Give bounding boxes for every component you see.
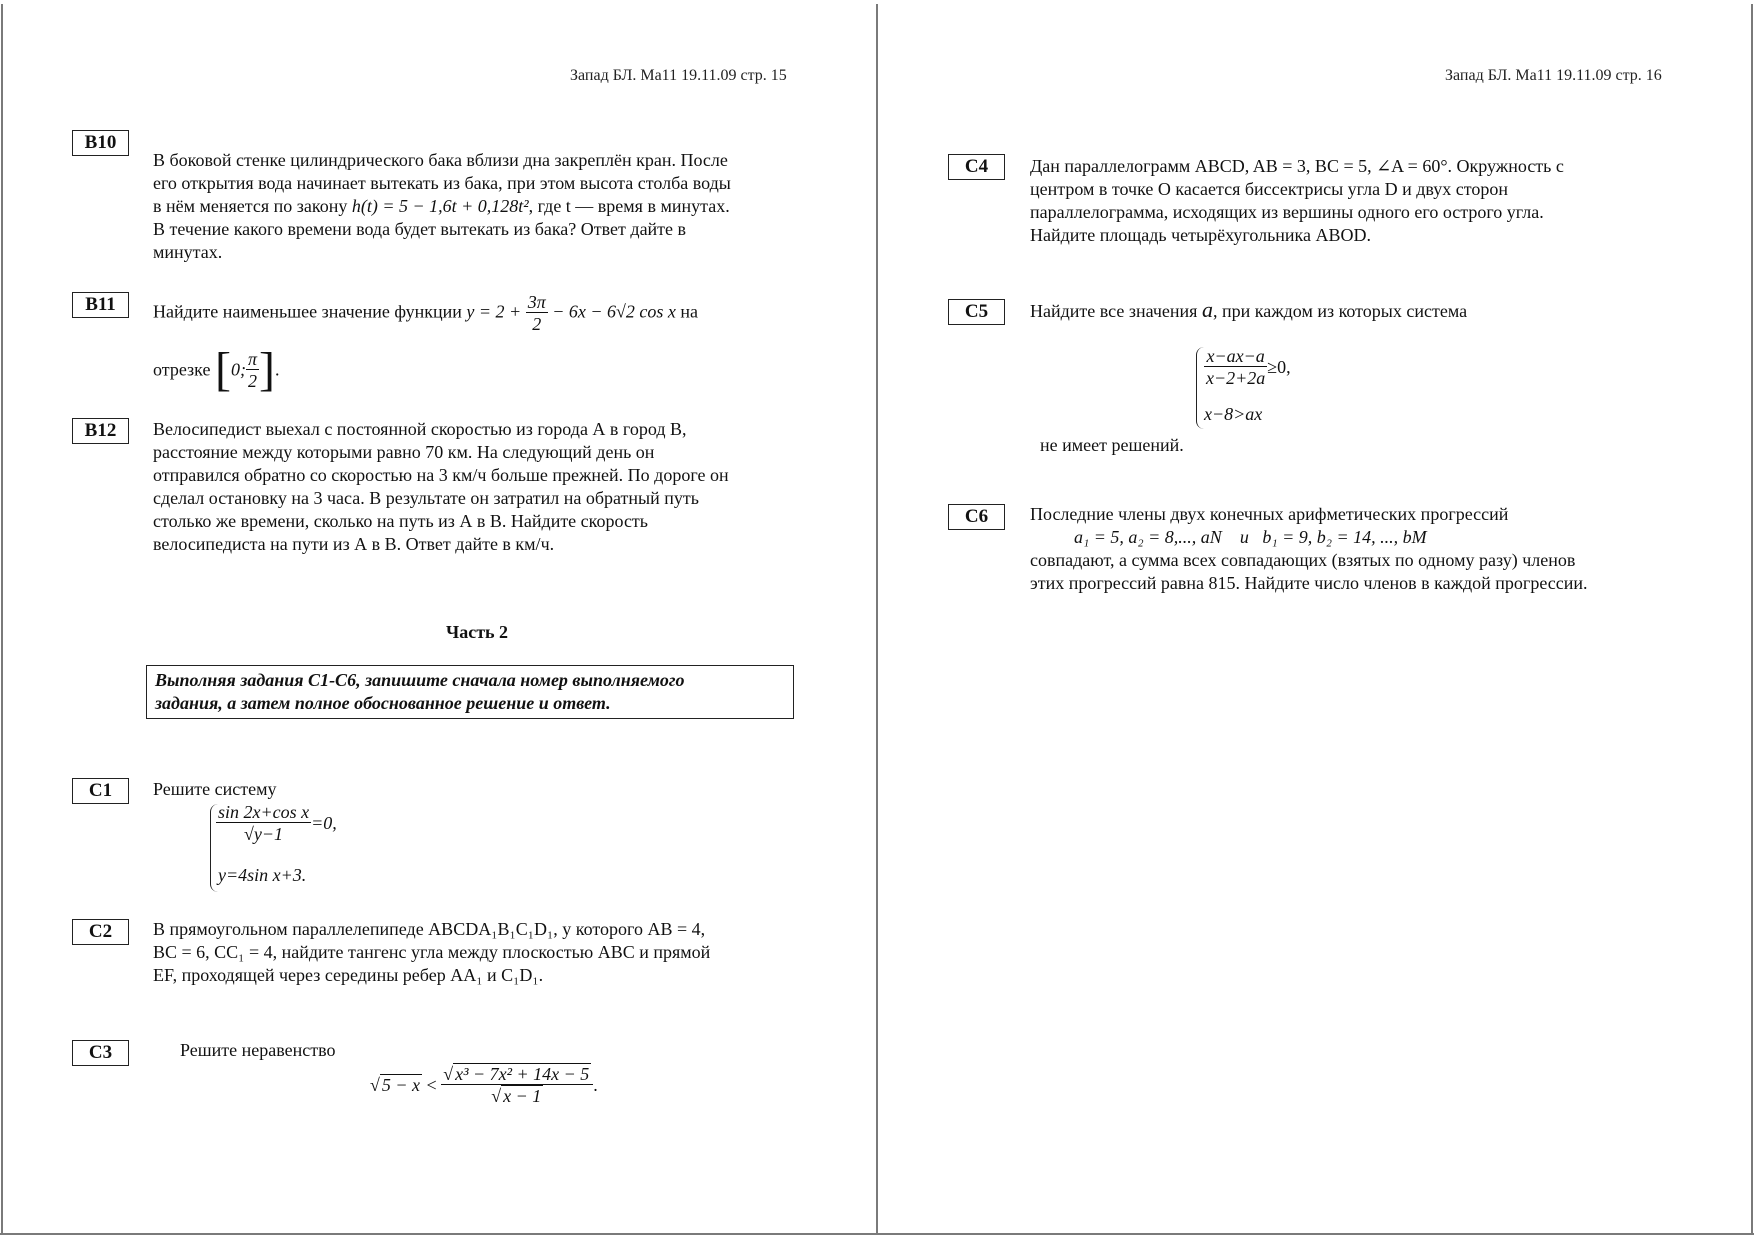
task-c5-text: Найдите все значения a, при каждом из которых система [1030,297,1468,322]
right-page-edge [1751,4,1753,1235]
page-divider [876,4,878,1235]
b11-fraction: $\frac{3\pi}{2}$ [527,292,546,334]
c5-equation-1: $\frac{x-ax-a}{x-2+2a}$ ≥0, [1206,346,1291,388]
part-2-title: Часть 2 [446,622,509,642]
right-page-header: Запад БЛ. Ма11 19.11.09 стр. 16 [1445,67,1662,84]
bottom-edge [0,1233,1754,1235]
task-c2-text: В прямоугольном параллелепипеде ABCDA₁B₁C₁D₁, у которого AB = 4, BC = 6, CC₁ = 4, найдите тангенс угла между плоскостью ABC и прямой EF, проходящей через середины ребер AA₁ и C₁D₁. [153,919,711,985]
task-b11-segment: отрезке [0; $\frac{\pi}{2}$ ]. [153,343,280,396]
b10-formula: h(t) = 5 − 1,6t + 0,128t² [351,196,529,216]
c5-equation-2: x−8>ax [1204,404,1263,424]
task-label-c2: С2 [72,919,129,945]
task-label-b11: В11 [72,292,129,318]
task-c6-text: Последние члены двух конечных арифметических прогрессий a₁ = 5, a₂ = 8,..., aN и b₁ = 9, b₂ = 14, ..., bM совпадают, а сумма всех совпадающих (взятых по одному разу) членов этих прогрессий равна 815. Найдите число членов в каждой прогрессии. [1030,503,1682,595]
c1-equation-2: y=4sin x+3. [218,865,307,885]
task-c1-text: Решите систему [153,779,277,799]
task-label-c5: С5 [948,299,1005,325]
task-b10-text: В боковой стенке цилиндрического бака вблизи дна закреплён кран. После его открытия вода начинает вытекать из бака, при этом высота столба воды в нём меняется по закону h(t) = 5 − 1,6t + 0,128t², где t — время в минутах. В течение какого времени вода будет вытекать из бака? Ответ дайте в минутах. [153,150,731,262]
task-label-c4: С4 [948,154,1005,180]
task-label-c6: С6 [948,504,1005,530]
task-label-b12: В12 [72,418,129,444]
part-2-instruction: Выполняя задания С1-С6, запишите сначала номер выполняемого задания, а затем полное обоснованное решение и ответ. [146,665,794,719]
task-label-b10: В10 [72,130,129,156]
task-label-c1: С1 [72,778,129,804]
task-label-c3: С3 [72,1040,129,1066]
task-b11-text: Найдите наименьшее значение функции y = 2 + $\frac{3\pi}{2}$ − 6x − 6√2 cos x на [153,292,698,334]
task-b12-text: Велосипедист выехал с постоянной скоростью из города А в город В, расстояние между которыми равно 70 км. На следующий день он отправился обратно со скоростью на 3 км/ч больше прежней. По дороге он сделал остановку на 3 часа. В результате он затратил на обратный путь столько же времени, сколько на путь из А в В. Найдите скорость велосипедиста на пути из А в В. Ответ дайте в км/ч. [153,419,729,554]
c6-sequences: a₁ = 5, a₂ = 8,..., aN и b₁ = 9, b₂ = 14, ..., bM [1074,527,1427,547]
left-page-edge [1,4,3,1235]
task-c5-after: не имеет решений. [1040,435,1184,455]
task-c3-text: Решите неравенство [180,1040,336,1060]
c3-inequality: √ 5 − x < $\frac{\text{√ x³ − 7x² + 14x − 5}}{√ x - 1}$ . [370,1064,598,1106]
task-c4-text: Дан параллелограмм ABCD, AB = 3, BC = 5, ∠A = 60°. Окружность с центром в точке O касается биссектрисы угла D и двух сторон параллелограмма, исходящих из вершины одного его острого угла. Найдите площадь четырёхугольника ABOD. [1030,156,1564,245]
c1-equation-1: $\frac{\text{sin 2x+cos x}}{√y-1}$ =0, [218,802,337,844]
left-page-header: Запад БЛ. Ма11 19.11.09 стр. 15 [570,67,787,84]
